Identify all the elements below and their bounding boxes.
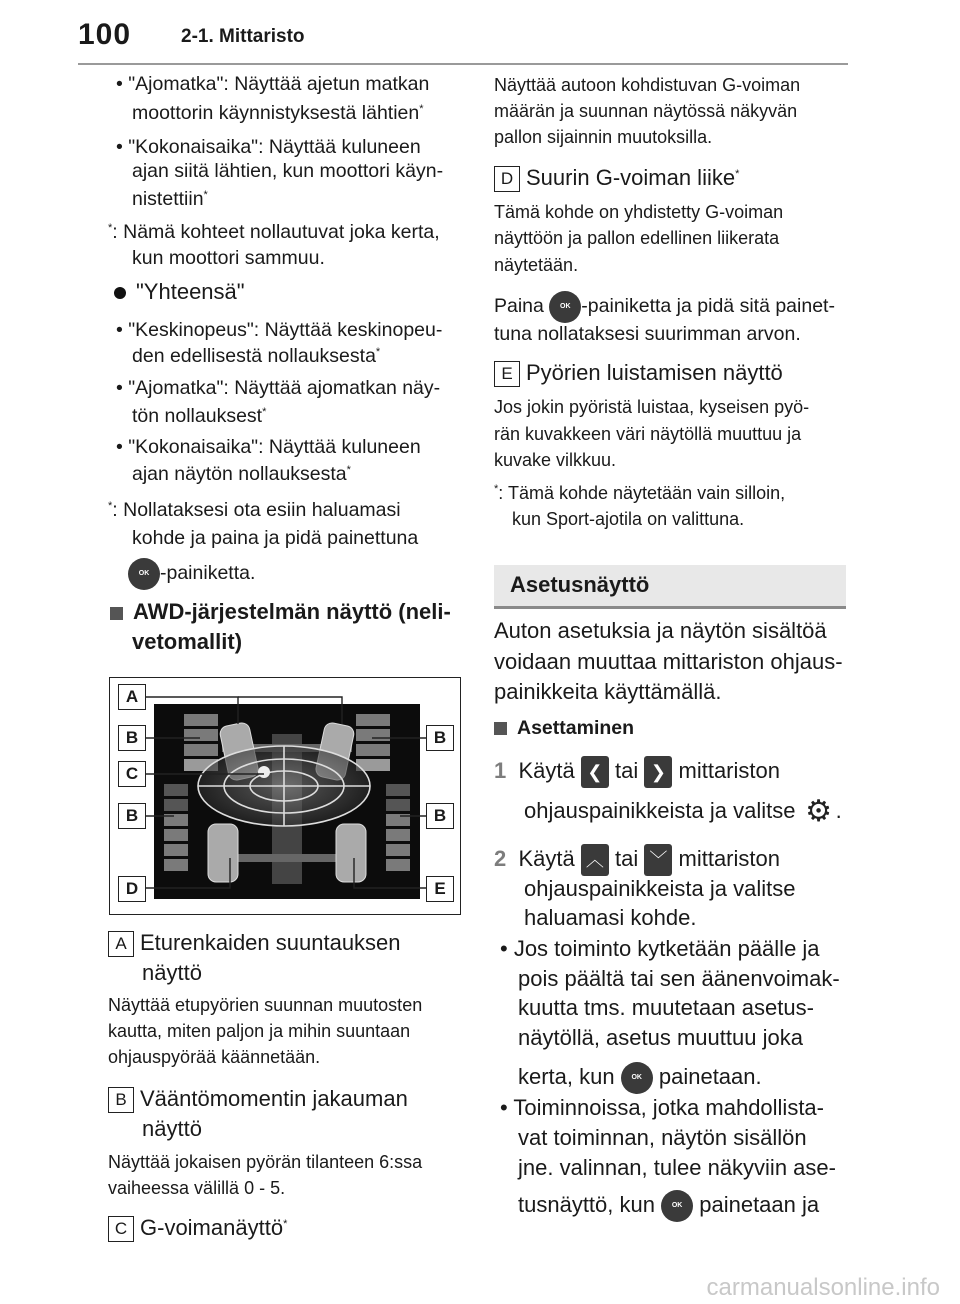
- right-arrow-key-icon: ❯: [644, 756, 672, 788]
- ok-button-icon: OK: [128, 558, 160, 590]
- note-bullet-2-l2: vat toiminnan, näytön sisällön: [518, 1125, 807, 1150]
- label-d-icon: D: [494, 166, 520, 192]
- label-b-top-left: B: [118, 725, 146, 751]
- item-a-desc-3: ohjauspyörää käännetään.: [108, 1047, 321, 1067]
- label-e-icon: E: [494, 361, 520, 387]
- d-desc-3: näytetään.: [494, 255, 579, 275]
- footnote-3-cont: kun Sport-ajotila on valittuna.: [512, 509, 745, 529]
- c-desc-1: Näyttää autoon kohdistuvan G-voiman: [494, 75, 801, 95]
- awd-heading: AWD-järjestelmän näyttö (neli-: [110, 597, 451, 627]
- bullet-ajomatka-2-cont: tön nollauksest*: [132, 405, 267, 427]
- d-desc-2: näyttöön ja pallon edellinen liikerata: [494, 228, 780, 248]
- down-arrow-key-icon: ﹀: [644, 844, 672, 876]
- label-e: E: [426, 876, 454, 902]
- item-b-desc-2: vaiheessa välillä 0 - 5.: [108, 1178, 286, 1198]
- item-d-title: D Suurin G-voiman liike*: [494, 163, 739, 193]
- note-bullet-1-l5: kerta, kun OK painetaan.: [518, 1062, 762, 1094]
- press-ok-line: Paina OK -painiketta ja pidä sitä painet-: [494, 291, 835, 323]
- c-desc-3: pallon sijainnin muutoksilla.: [494, 127, 713, 147]
- step-2-cont: ohjauspainikkeista ja valitse: [524, 876, 796, 901]
- ok-button-icon: OK: [661, 1190, 693, 1222]
- intro-3: painikkeita käyttämällä.: [494, 679, 722, 704]
- label-b-top-right: B: [426, 725, 454, 751]
- asetusnaytto-heading: Asetusnäyttö: [510, 572, 650, 597]
- asetusnaytto-heading-bar: [494, 565, 846, 609]
- bullet-dot-icon: [114, 287, 126, 299]
- label-b-bottom-right: B: [426, 803, 454, 829]
- item-a-title: A Eturenkaiden suuntauksen: [108, 928, 401, 958]
- step-2-cont2: haluamasi kohde.: [524, 905, 697, 930]
- label-b-icon: B: [108, 1087, 134, 1113]
- item-e-title: E Pyörien luistamisen näyttö: [494, 358, 783, 388]
- awd-display-diagram: [109, 677, 461, 915]
- bullet-kokonaisaika-2-cont: ajan näytön nollauksesta*: [132, 463, 351, 485]
- square-bullet-icon: [110, 607, 123, 620]
- item-a-desc-1: Näyttää etupyörien suunnan muutosten: [108, 995, 423, 1015]
- item-a-desc-2: kautta, miten paljon ja mihin suuntaan: [108, 1021, 411, 1041]
- item-b-title-cont: näyttö: [142, 1116, 202, 1141]
- square-bullet-icon: [494, 722, 507, 735]
- page-number: 100: [78, 18, 132, 51]
- press-ok-line-cont: tuna nollataksesi suurimman arvon.: [494, 323, 801, 345]
- note-bullet-1-l4: näytöllä, asetus muuttuu joka: [518, 1025, 803, 1050]
- label-a-icon: A: [108, 931, 134, 957]
- bullet-kokonaisaika-1: • "Kokonaisaika": Näyttää kuluneen: [116, 136, 421, 158]
- bullet-keskinopeus-cont: den edellisestä nollauksesta*: [132, 345, 381, 367]
- item-c-title: C G-voimanäyttö*: [108, 1213, 287, 1243]
- intro-2: voidaan muuttaa mittariston ohjaus-: [494, 649, 843, 674]
- note-bullet-1-l3: kuutta tms. muutetaan asetus-: [518, 995, 814, 1020]
- footnote-2-cont2: OK -painiketta.: [128, 558, 255, 590]
- note-bullet-2-l3: jne. valinnan, tulee näkyviin ase-: [518, 1155, 836, 1180]
- bullet-keskinopeus: • "Keskinopeus": Näyttää keskinopeu-: [116, 319, 443, 341]
- up-arrow-key-icon: ︿: [581, 844, 609, 876]
- note-bullet-1-l2: pois päältä tai sen äänenvoimak-: [518, 966, 840, 991]
- item-b-title: B Vääntömomentin jakauman: [108, 1084, 408, 1114]
- awd-heading-cont: vetomallit): [132, 629, 243, 654]
- gear-icon: ⚙: [802, 796, 836, 828]
- intro-1: Auton asetuksia ja näytön sisältöä: [494, 618, 827, 643]
- e-desc-3: kuvake vilkkuu.: [494, 450, 617, 470]
- note-bullet-1: • Jos toiminto kytketään päälle ja: [500, 936, 820, 961]
- step-2: 2 Käytä ︿ tai ﹀ mittariston: [494, 844, 780, 876]
- bullet-kokonaisaika-1-cont: ajan siitä lähtien, kun moottori käyn-: [132, 160, 444, 182]
- watermark: carmanualsonline.info: [706, 1274, 940, 1301]
- footnote-2-cont: kohde ja paina ja pidä painettuna: [132, 527, 419, 549]
- c-desc-2: määrän ja suunnan näytössä näkyvän: [494, 101, 798, 121]
- bullet-ajomatka-1-cont: moottorin käynnistyksestä lähtien*: [132, 102, 424, 124]
- asettaminen-heading: Asettaminen: [494, 714, 634, 743]
- e-desc-2: rän kuvakkeen väri näytöllä muuttuu ja: [494, 424, 802, 444]
- label-d: D: [118, 876, 146, 902]
- note-bullet-2: • Toiminnoissa, jotka mahdollista-: [500, 1095, 824, 1120]
- step-1: 1 Käytä ❮ tai ❯ mittariston: [494, 756, 780, 788]
- label-c: C: [118, 761, 146, 787]
- bullet-kokonaisaika-1-cont2: nistettiin*: [132, 188, 208, 210]
- bullet-ajomatka-1: • "Ajomatka": Näyttää ajetun matkan: [116, 73, 430, 95]
- footnote-1: *: Nämä kohteet nollautuvat joka kerta,: [108, 221, 440, 243]
- e-desc-1: Jos jokin pyöristä luistaa, kyseisen pyö-: [494, 397, 810, 417]
- bullet-ajomatka-2: • "Ajomatka": Näyttää ajomatkan näy-: [116, 377, 441, 399]
- header-divider: [78, 63, 848, 65]
- item-b-desc-1: Näyttää jokaisen pyörän tilanteen 6:ssa: [108, 1152, 423, 1172]
- yhteensa-heading: "Yhteensä": [114, 277, 245, 307]
- page-header: [0, 0, 960, 64]
- left-arrow-key-icon: ❮: [581, 756, 609, 788]
- label-b-bottom-left: B: [118, 803, 146, 829]
- footnote-3: *: Tämä kohde näytetään vain silloin,: [494, 483, 786, 503]
- step-1-cont: ohjauspainikkeista ja valitse ⚙ .: [524, 795, 842, 829]
- bullet-kokonaisaika-2: • "Kokonaisaika": Näyttää kuluneen: [116, 436, 421, 458]
- section-title: 2-1. Mittaristo: [181, 26, 305, 47]
- footnote-2: *: Nollataksesi ota esiin haluamasi: [108, 499, 401, 521]
- diagram-leader-lines: [110, 678, 462, 916]
- ok-button-icon: OK: [621, 1062, 653, 1094]
- item-a-title-cont: näyttö: [142, 960, 202, 985]
- note-bullet-2-l4: tusnäyttö, kun OK painetaan ja: [518, 1190, 819, 1222]
- footnote-1-cont: kun moottori sammuu.: [132, 247, 325, 269]
- label-c-icon: C: [108, 1216, 134, 1242]
- label-a: A: [118, 684, 146, 710]
- ok-button-icon: OK: [549, 291, 581, 323]
- d-desc-1: Tämä kohde on yhdistetty G-voiman: [494, 202, 784, 222]
